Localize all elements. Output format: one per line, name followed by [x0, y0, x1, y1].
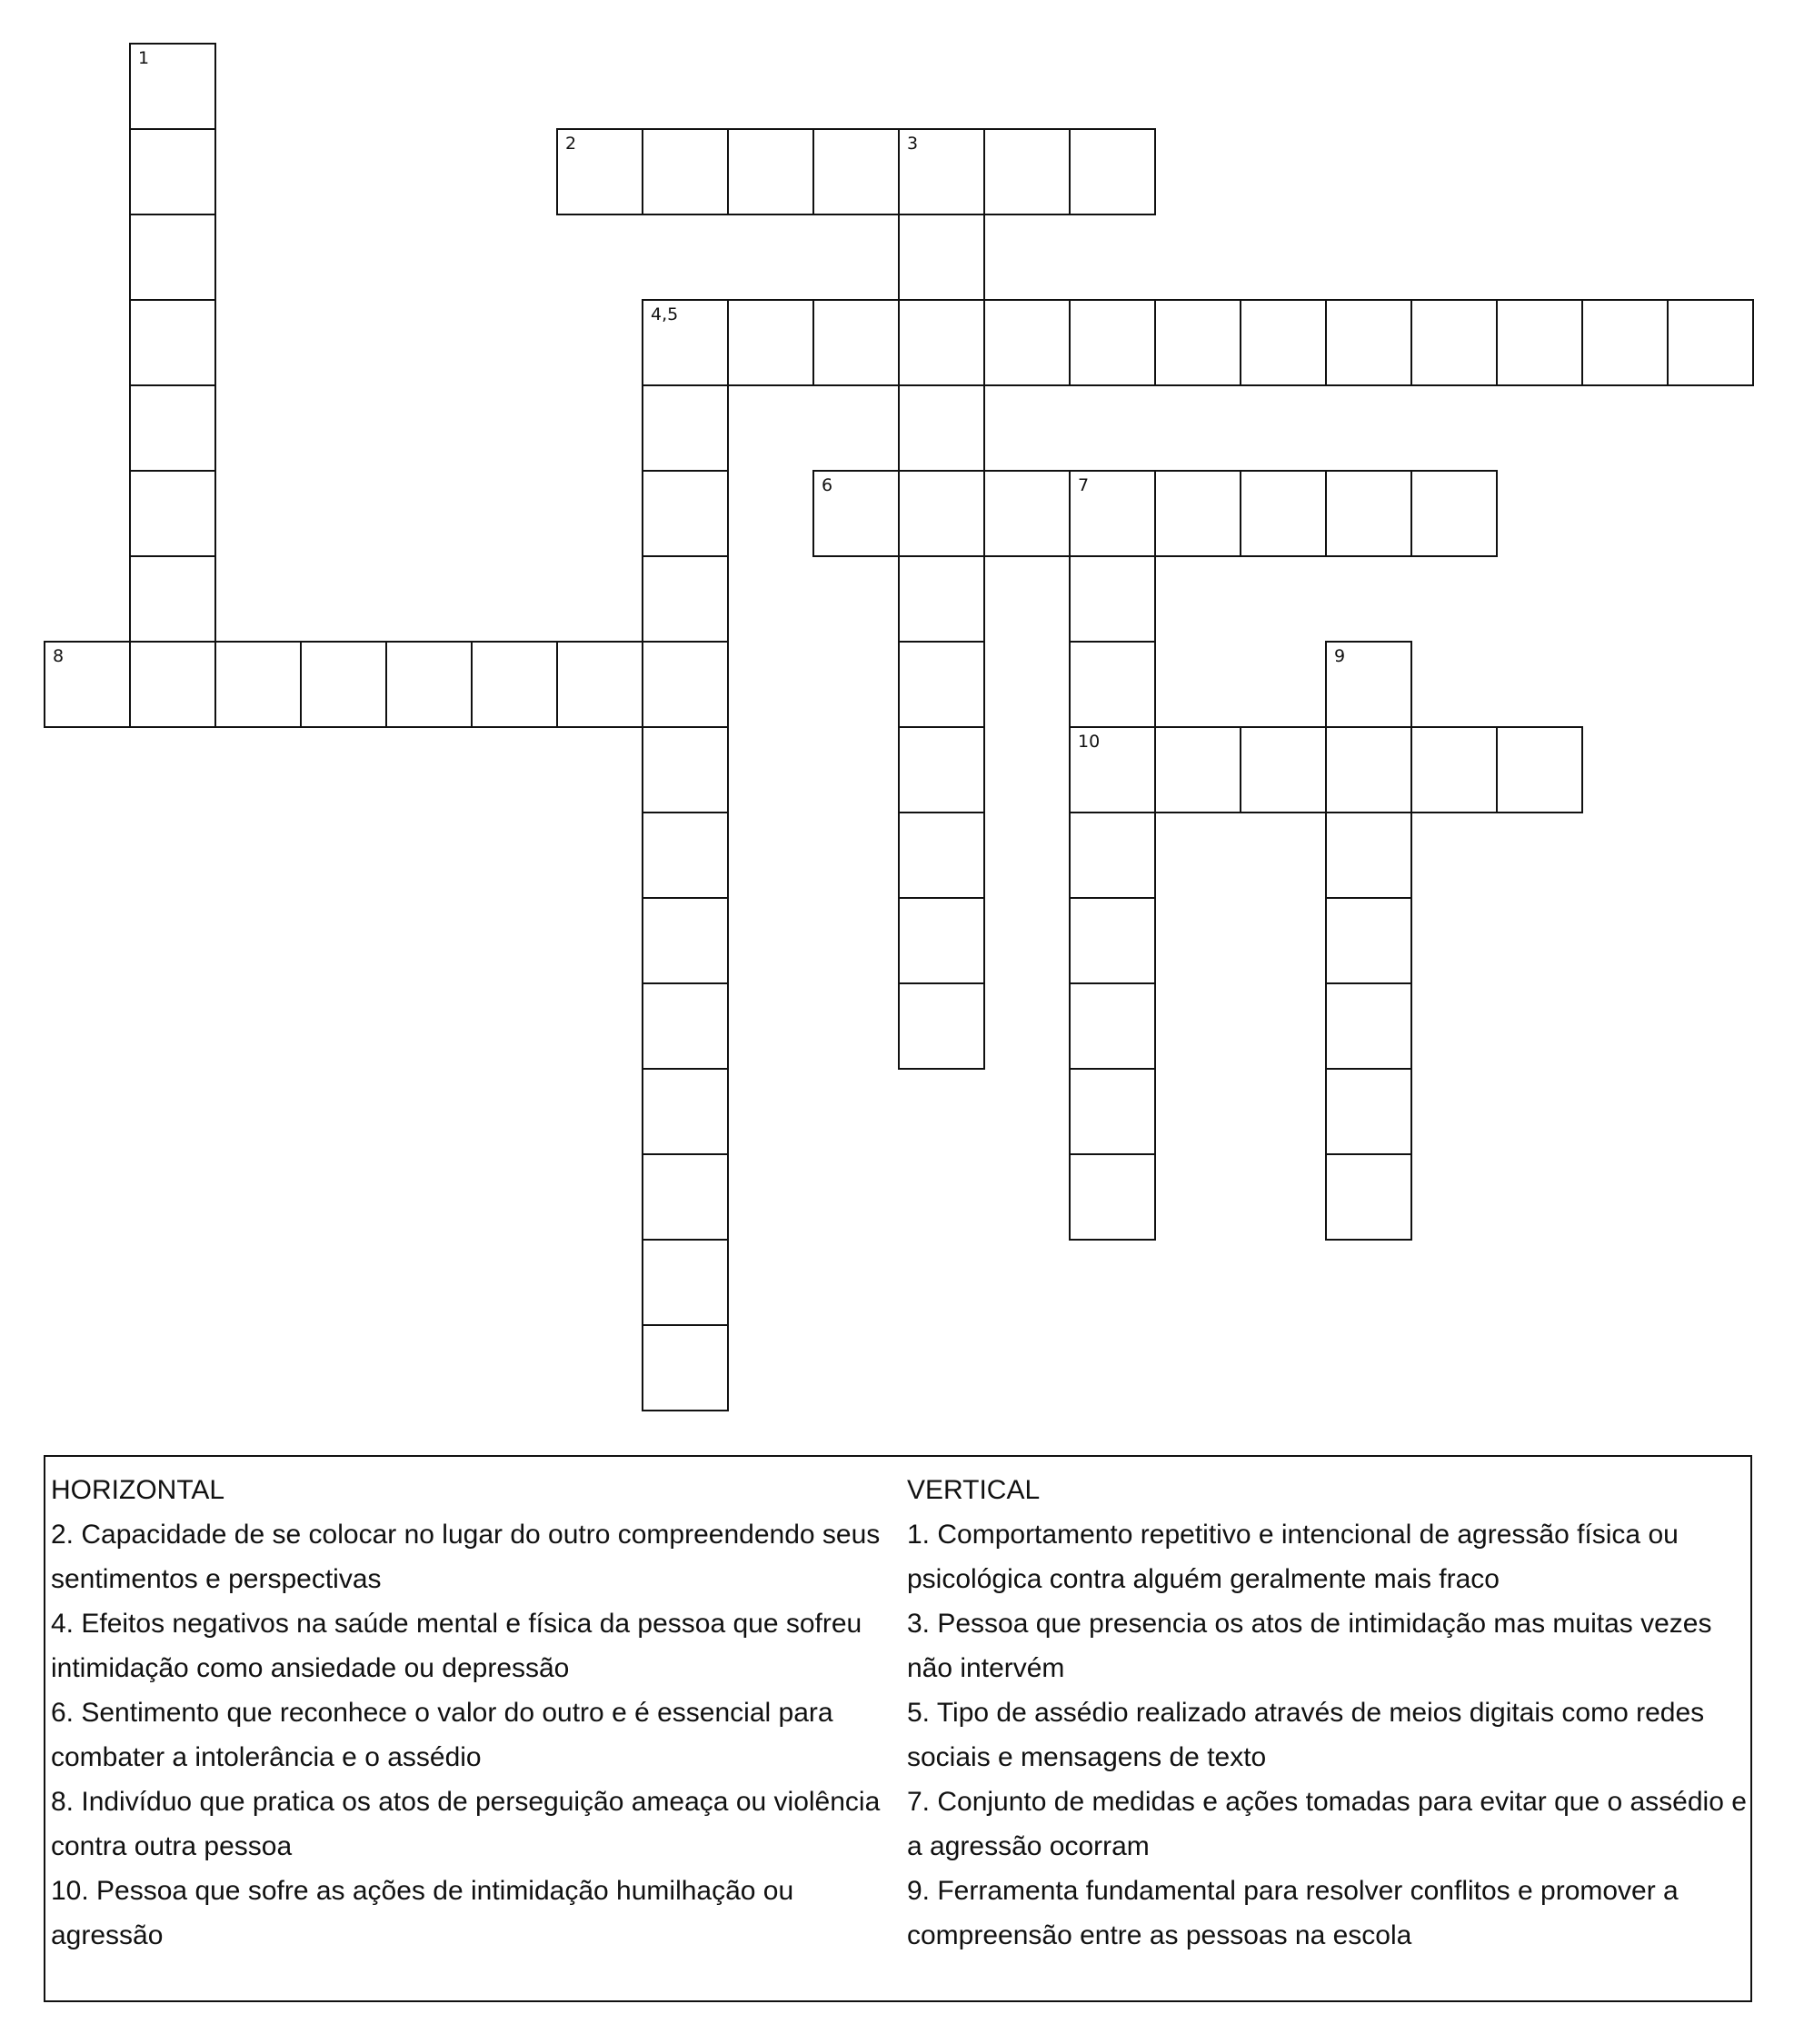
- crossword-cell[interactable]: [642, 726, 729, 813]
- crossword-cell[interactable]: [129, 470, 216, 557]
- crossword-cell[interactable]: [1325, 299, 1412, 386]
- clue-number: 10: [1078, 732, 1101, 752]
- crossword-cell[interactable]: [1069, 897, 1156, 984]
- vertical-clue-7: 7. Conjunto de medidas e ações tomadas para evitar que o assédio e a agressão ocorram: [907, 1787, 1747, 1861]
- crossword-cell[interactable]: [898, 812, 985, 899]
- crossword-cell[interactable]: [129, 214, 216, 301]
- vertical-clue-9: 9. Ferramenta fundamental para resolver conflitos e promover a compreensão entre as pessoas na escola: [907, 1876, 1679, 1950]
- crossword-cell[interactable]: [642, 897, 729, 984]
- vertical-clue-1: 1. Comportamento repetitivo e intencional de agressão física ou psicológica contra alguém geralmente mais fraco: [907, 1520, 1679, 1594]
- crossword-cell[interactable]: [898, 299, 985, 386]
- crossword-cell[interactable]: [129, 384, 216, 472]
- crossword-cell[interactable]: [1069, 555, 1156, 643]
- crossword-cell[interactable]: [1240, 726, 1327, 813]
- crossword-cell[interactable]: [642, 299, 729, 386]
- crossword-cell[interactable]: [642, 812, 729, 899]
- crossword-cell[interactable]: [898, 128, 985, 215]
- crossword-cell[interactable]: [1069, 1068, 1156, 1155]
- crossword-cell[interactable]: [642, 128, 729, 215]
- crossword-cell[interactable]: [129, 43, 216, 130]
- vertical-clue-3: 3. Pessoa que presencia os atos de intimidação mas muitas vezes não intervém: [907, 1609, 1712, 1683]
- crossword-cell[interactable]: [812, 128, 900, 215]
- crossword-cell[interactable]: [1154, 299, 1241, 386]
- crossword-cell[interactable]: [1410, 470, 1498, 557]
- horizontal-clue-4: 4. Efeitos negativos na saúde mental e física da pessoa que sofreu intimidação como ansiedade ou depressão: [51, 1609, 862, 1683]
- crossword-cell[interactable]: [1069, 812, 1156, 899]
- clues-box: [44, 1455, 1752, 2002]
- crossword-cell[interactable]: [471, 641, 558, 728]
- clue-number: 4,5: [651, 304, 679, 324]
- crossword-cell[interactable]: [983, 299, 1071, 386]
- crossword-cell[interactable]: [898, 726, 985, 813]
- crossword-cell[interactable]: [214, 641, 302, 728]
- vertical-clues: [907, 1468, 1748, 1958]
- clue-number: 9: [1334, 646, 1346, 666]
- clue-number: 2: [565, 134, 577, 154]
- crossword-cell[interactable]: [642, 1153, 729, 1241]
- crossword-cell[interactable]: [642, 1068, 729, 1155]
- crossword-cell[interactable]: [1154, 470, 1241, 557]
- crossword-cell[interactable]: [983, 470, 1071, 557]
- crossword-cell[interactable]: [642, 1324, 729, 1411]
- crossword-cell[interactable]: [642, 982, 729, 1070]
- crossword-cell[interactable]: [1069, 982, 1156, 1070]
- crossword-cell[interactable]: [1325, 641, 1412, 728]
- crossword-cell[interactable]: [1325, 470, 1412, 557]
- crossword-cell[interactable]: [983, 128, 1071, 215]
- crossword-cell[interactable]: [898, 641, 985, 728]
- crossword-cell[interactable]: [1496, 299, 1583, 386]
- crossword-cell[interactable]: [1325, 1153, 1412, 1241]
- clue-number: 6: [822, 475, 833, 495]
- crossword-cell[interactable]: [300, 641, 387, 728]
- crossword-cell[interactable]: [129, 128, 216, 215]
- clue-number: 3: [907, 134, 919, 154]
- crossword-cell[interactable]: [642, 1239, 729, 1326]
- horizontal-clues: [51, 1468, 887, 1958]
- crossword-cell[interactable]: [556, 641, 643, 728]
- horizontal-clue-6: 6. Sentimento que reconhece o valor do outro e é essencial para combater a intolerância e o assédio: [51, 1698, 833, 1772]
- crossword-cell[interactable]: [1410, 726, 1498, 813]
- crossword-cell[interactable]: [1410, 299, 1498, 386]
- crossword-cell[interactable]: [727, 299, 814, 386]
- crossword-cell[interactable]: [1325, 982, 1412, 1070]
- horizontal-heading: HORIZONTAL: [51, 1475, 225, 1505]
- crossword-cell[interactable]: [898, 555, 985, 643]
- crossword-cell[interactable]: [642, 641, 729, 728]
- crossword-cell[interactable]: [898, 470, 985, 557]
- crossword-cell[interactable]: [642, 470, 729, 557]
- crossword-cell[interactable]: [1581, 299, 1669, 386]
- crossword-cell[interactable]: [1154, 726, 1241, 813]
- crossword-cell[interactable]: [129, 555, 216, 643]
- crossword-cell[interactable]: [1325, 897, 1412, 984]
- crossword-cell[interactable]: [129, 641, 216, 728]
- crossword-cell[interactable]: [1325, 1068, 1412, 1155]
- horizontal-clue-2: 2. Capacidade de se colocar no lugar do outro compreendendo seus sentimentos e perspectivas: [51, 1520, 881, 1594]
- crossword-cell[interactable]: [1069, 726, 1156, 813]
- crossword-cell[interactable]: [727, 128, 814, 215]
- crossword-cell[interactable]: [898, 897, 985, 984]
- crossword-cell[interactable]: [1496, 726, 1583, 813]
- crossword-cell[interactable]: [129, 299, 216, 386]
- crossword-cell[interactable]: [1069, 299, 1156, 386]
- crossword-cell[interactable]: [812, 470, 900, 557]
- clue-number: 8: [53, 646, 65, 666]
- crossword-cell[interactable]: [898, 384, 985, 472]
- crossword-cell[interactable]: [1069, 128, 1156, 215]
- crossword-cell[interactable]: [1240, 299, 1327, 386]
- vertical-heading: VERTICAL: [907, 1475, 1041, 1505]
- crossword-cell[interactable]: [898, 214, 985, 301]
- crossword-cell[interactable]: [1240, 470, 1327, 557]
- crossword-cell[interactable]: [556, 128, 643, 215]
- crossword-cell[interactable]: [385, 641, 473, 728]
- crossword-cell[interactable]: [642, 384, 729, 472]
- crossword-cell[interactable]: [898, 982, 985, 1070]
- clue-number: 7: [1078, 475, 1090, 495]
- crossword-cell[interactable]: [1667, 299, 1754, 386]
- crossword-cell[interactable]: [1069, 641, 1156, 728]
- crossword-cell[interactable]: [1069, 1153, 1156, 1241]
- crossword-cell[interactable]: [1069, 470, 1156, 557]
- horizontal-clue-8: 8. Indivíduo que pratica os atos de perseguição ameaça ou violência contra outra pessoa: [51, 1787, 881, 1861]
- crossword-cell[interactable]: [1325, 726, 1412, 813]
- horizontal-clue-10: 10. Pessoa que sofre as ações de intimidação humilhação ou agressão: [51, 1876, 794, 1950]
- crossword-cell[interactable]: [642, 555, 729, 643]
- crossword-cell[interactable]: [1325, 812, 1412, 899]
- vertical-clue-5: 5. Tipo de assédio realizado através de meios digitais como redes sociais e mensagens de texto: [907, 1698, 1705, 1772]
- clue-number: 1: [138, 48, 150, 68]
- crossword-cell[interactable]: [44, 641, 131, 728]
- crossword-cell[interactable]: [812, 299, 900, 386]
